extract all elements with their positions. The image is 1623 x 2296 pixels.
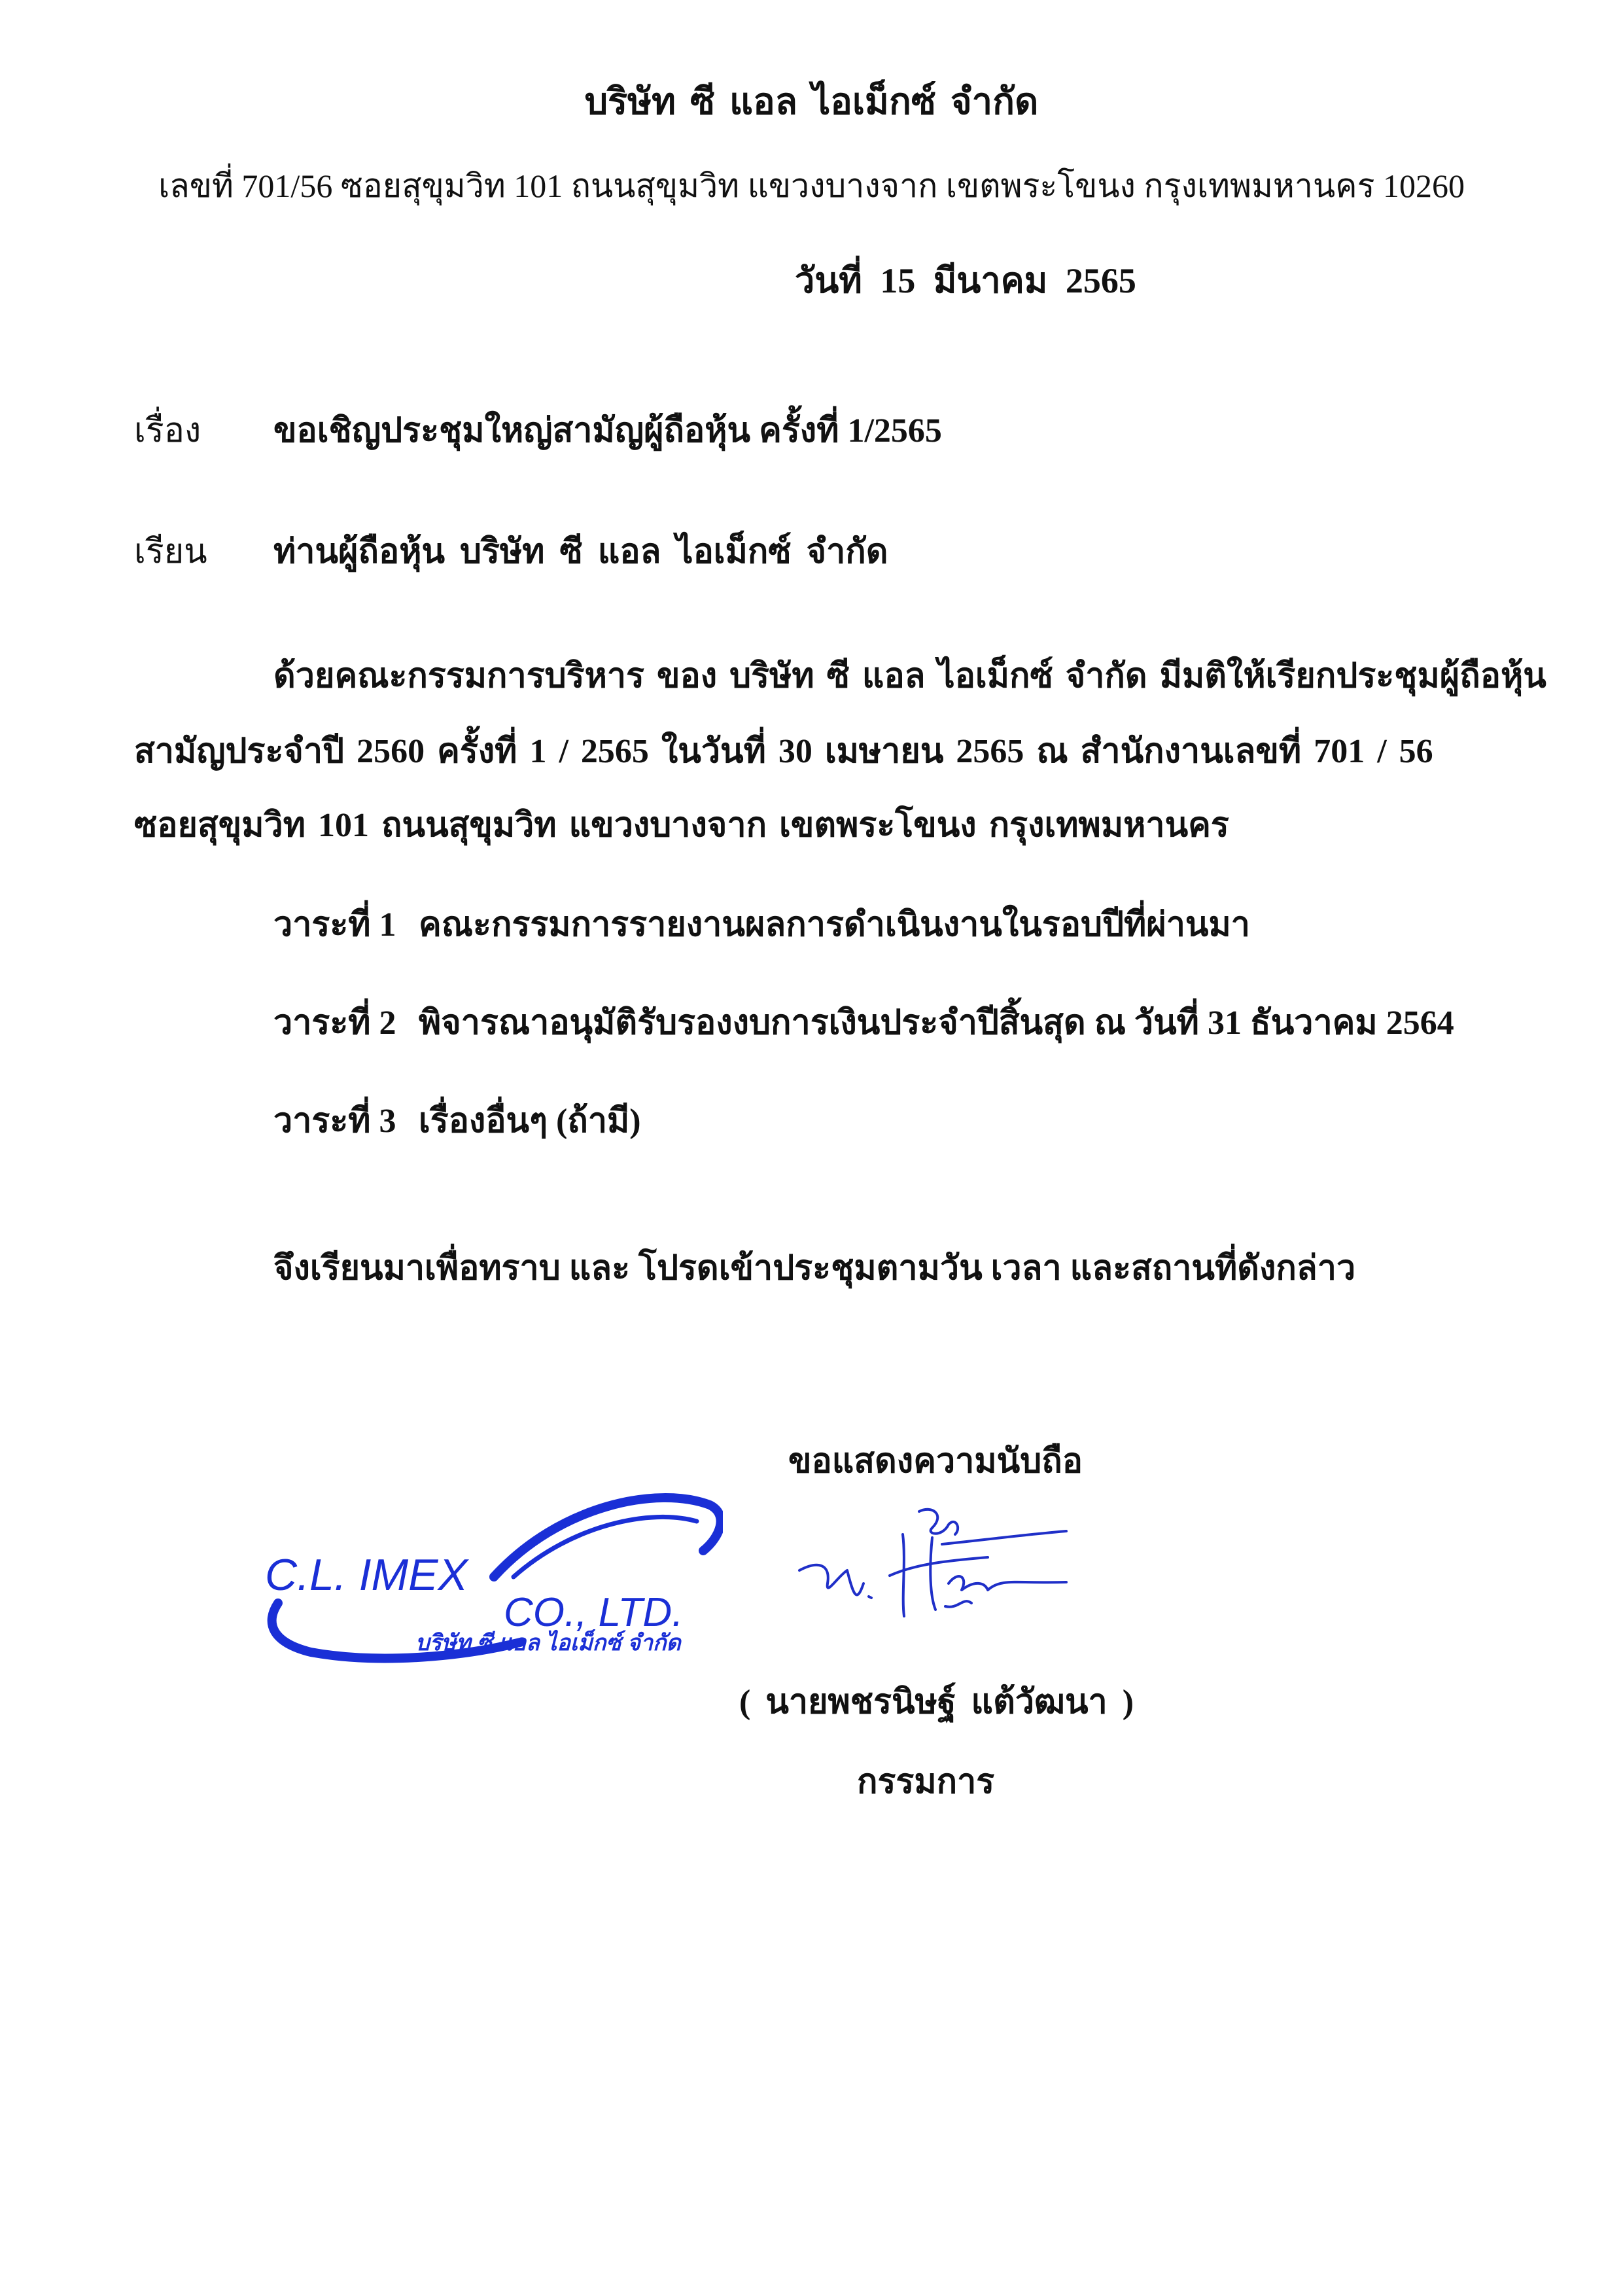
subject-label: เรื่อง: [134, 412, 201, 450]
body-line-1: ด้วยคณะกรรมการบริหาร ของ บริษัท ซี แอล ไอเม็กซ์ จำกัด มีมติให้เรียกประชุมผู้ถือหุ้น: [273, 658, 1546, 695]
letter-date: วันที่ 15 มีนาคม 2565: [795, 261, 1136, 300]
body-line-2: สามัญประจำปี 2560 ครั้งที่ 1 / 2565 ในวันที่ 30 เมษายน 2565 ณ สำนักงานเลขที่ 701 / 56: [134, 733, 1433, 770]
subject-text: ขอเชิญประชุมใหญ่สามัญผู้ถือหุ้น ครั้งที่ 1/2565: [273, 412, 942, 450]
agenda-2-label: วาระที่ 2: [273, 1004, 396, 1042]
agenda-3-label: วาระที่ 3: [273, 1103, 396, 1140]
stamp-line-3: บริษัท ซี แอล ไอเม็กซ์ จำกัด: [415, 1631, 681, 1655]
agenda-3-text: เรื่องอื่นๆ (ถ้ามี): [419, 1103, 641, 1140]
company-name: บริษัท ซี แอล ไอเม็กซ์ จำกัด: [584, 82, 1039, 122]
stamp-line-1: C.L. IMEX: [265, 1550, 468, 1600]
body-line-3: ซอยสุขุมวิท 101 ถนนสุขุมวิท แขวงบางจาก เขตพระโขนง กรุงเทพมหานคร: [134, 807, 1229, 844]
signer-name: ( นายพชรนิษฐ์ แต้วัฒนา ): [739, 1684, 1134, 1721]
recipient-text: ท่านผู้ถือหุ้น บริษัท ซี แอล ไอเม็กซ์ จำกัด: [273, 533, 888, 571]
stamp-line-2: CO., LTD.: [504, 1590, 684, 1635]
company-stamp-logo: [252, 1479, 723, 1675]
closing-text: จึงเรียนมาเพื่อทราบ และ โปรดเข้าประชุมตามวัน เวลา และสถานที่ดังกล่าว: [273, 1250, 1356, 1287]
agenda-1-text: คณะกรรมการรายงานผลการดำเนินงานในรอบปีที่ผ่านมา: [419, 906, 1250, 944]
agenda-1-label: วาระที่ 1: [273, 906, 396, 944]
recipient-label: เรียน: [134, 533, 207, 571]
company-address: เลขที่ 701/56 ซอยสุขุมวิท 101 ถนนสุขุมวิท แขวงบางจาก เขตพระโขนง กรุงเทพมหานคร 10260: [158, 168, 1465, 204]
handwritten-signature: [792, 1498, 1073, 1655]
regards-text: ขอแสดงความนับถือ: [788, 1443, 1083, 1480]
signer-title: กรรมการ: [857, 1763, 995, 1801]
agenda-2-text: พิจารณาอนุมัติรับรองงบการเงินประจำปีสิ้นสุด ณ วันที่ 31 ธันวาคม 2564: [419, 1004, 1454, 1042]
